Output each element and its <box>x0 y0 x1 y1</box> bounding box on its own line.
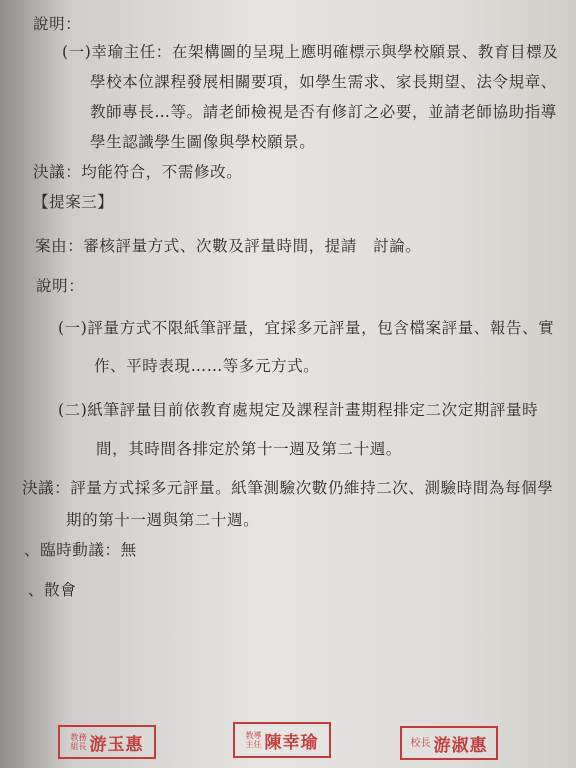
stamp-title <box>71 733 87 751</box>
p3-item1-line1: (一)評量方式不限紙筆評量，宜採多元評量，包含檔案評量、報告、實 <box>58 319 555 337</box>
p3-item1-line2: 作、平時表現……等多元方式。 <box>94 357 320 375</box>
item1-line1: (一)幸瑜主任：在架構圖的呈現上應明確標示與學校願景、教育目標及 <box>62 43 559 61</box>
signature-stamp-principal <box>400 726 498 760</box>
stamp-name: 陳幸瑜 <box>264 732 319 753</box>
item1-line2: 學校本位課程發展相關要項，如學生需求、家長期望、法令規章、 <box>90 73 557 91</box>
stamp-title-top: 教導 <box>245 731 262 740</box>
stamp-name: 游淑惠 <box>433 735 488 756</box>
resolution2-line1: 決議：評量方式採多元評量。紙筆測驗次數仍維持二次、測驗時間為每個學 <box>22 479 554 497</box>
signature-stamp-academic-affairs <box>58 725 156 759</box>
stamp-name: 游玉惠 <box>89 734 144 755</box>
resolution1: 決議：均能符合，不需修改。 <box>33 163 243 181</box>
stamp-title-bottom: 主任 <box>245 740 262 749</box>
resolution2-line2: 期的第十一週與第二十週。 <box>66 511 260 529</box>
stamp-title-bottom: 組長 <box>70 742 87 751</box>
stamp-title-top: 教務 <box>70 733 87 742</box>
stamp-title <box>246 731 262 749</box>
intro-heading: 說明： <box>33 15 82 33</box>
explain-heading: 說明： <box>36 277 85 295</box>
stamp-title: 校長 <box>410 737 431 749</box>
p3-item2-line1: (二)紙筆評量目前依教育處規定及課程計畫期程排定二次定期評量時 <box>58 401 539 419</box>
item1-line4: 學生認識學生圖像與學校願景。 <box>90 133 316 151</box>
proposal3-title: 【提案三】 <box>33 193 114 211</box>
case-reason: 案由：審核評量方式、次數及評量時間，提請 討論。 <box>35 237 422 255</box>
signature-stamp-director <box>233 722 331 758</box>
temporary-motion: 、臨時動議：無 <box>24 541 137 559</box>
item1-line3: 教師專長…等。請老師檢視是否有修訂之必要，並請老師協助指導 <box>90 103 557 121</box>
adjournment: 、散會 <box>28 581 77 599</box>
p3-item2-line2: 間，其時間各排定於第十一週及第二十週。 <box>96 440 402 458</box>
